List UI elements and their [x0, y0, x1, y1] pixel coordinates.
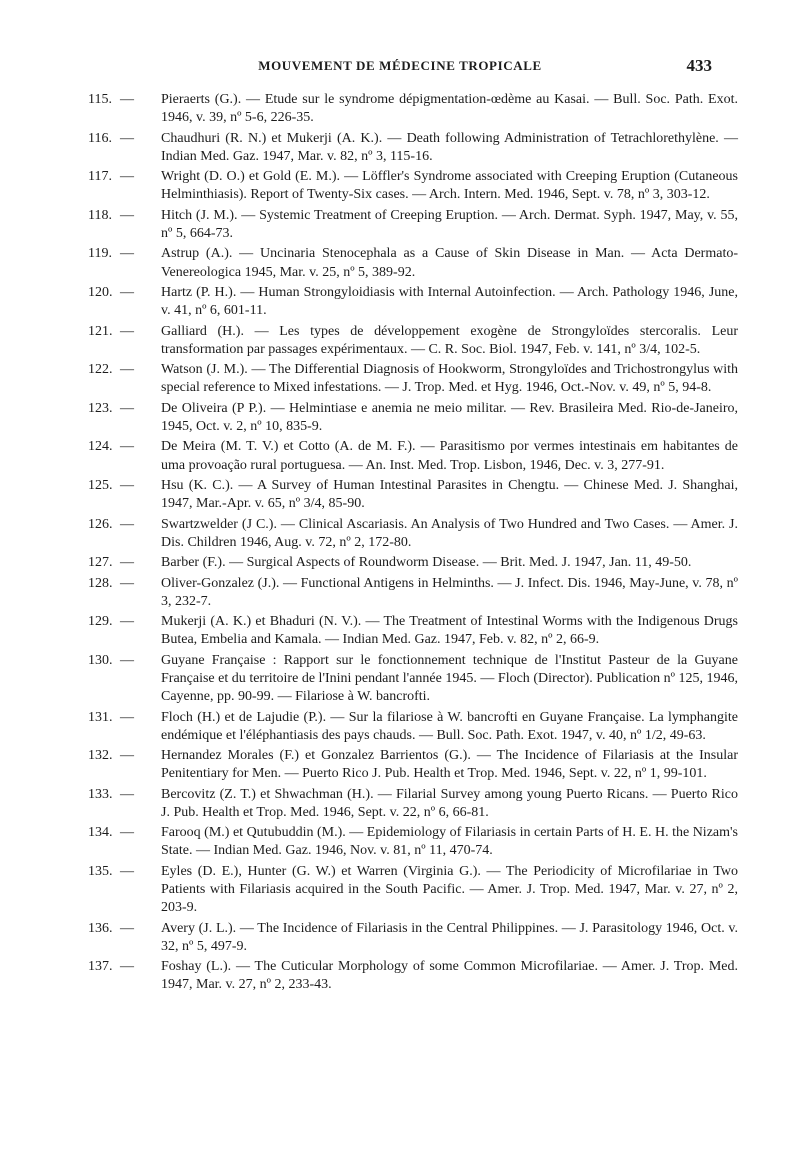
- reference-dash: —: [120, 555, 134, 571]
- reference-entry: [88, 709, 738, 745]
- reference-list: [88, 91, 738, 997]
- reference-number: 127.: [88, 555, 113, 571]
- reference-number: 122.: [88, 362, 113, 378]
- reference-text: Chaudhuri (R. N.) et Mukerji (A. K.). — Death following Administration of Tetrachlorethylène. — Indian Med. Gaz. 1947, Mar. v. 82, nº 3, 115-16.: [161, 130, 738, 164]
- reference-text: Hsu (K. C.). — A Survey of Human Intestinal Parasites in Chengtu. — Chinese Med. J. Shanghai, 1947, Mar.-Apr. v. 65, nº 3/4, 85-90.: [161, 477, 738, 512]
- reference-entry: [88, 575, 738, 611]
- reference-entry: [88, 613, 738, 649]
- reference-number: 135.: [88, 863, 113, 879]
- reference-dash: —: [120, 246, 134, 262]
- reference-text: Floch (H.) et de Lajudie (P.). — Sur la filariose à W. bancrofti en Guyane Française. La lymphangite endémique et l'éléphantiasis des pays chauds. — Bull. Soc. Path. Exot. 1947, v. 40, nº 1/2, 49-63.: [161, 709, 738, 743]
- reference-dash: —: [120, 863, 134, 879]
- reference-entry: [88, 245, 738, 281]
- running-title: MOUVEMENT DE MÉDECINE TROPICALE: [258, 58, 542, 73]
- reference-text: Hernandez Morales (F.) et Gonzalez Barrientos (G.). — The Incidence of Filariasis at the Insular Penitentiary for Men. — Puerto Rico J. Pub. Health et Trop. Med. 1946, Sept. v. 22, nº 1, 99-101.: [161, 748, 738, 782]
- reference-text: De Oliveira (P P.). — Helmintiase e anemia ne meio militar. — Rev. Brasileira Med. Rio-de-Janeiro, 1945, Oct. v. 2, nº 10, 835-9.: [161, 400, 738, 434]
- reference-entry: [88, 91, 738, 127]
- reference-entry: [88, 652, 738, 707]
- reference-dash: —: [120, 169, 134, 185]
- reference-entry: [88, 747, 738, 783]
- reference-text: Barber (F.). — Surgical Aspects of Roundworm Disease. — Brit. Med. J. 1947, Jan. 11, 49-50.: [161, 555, 692, 571]
- reference-text: Wright (D. O.) et Gold (E. M.). — Löffler's Syndrome associated with Creeping Eruption (Cutaneous Helminthiasis). Report of Twenty-Six cases. — Arch. Intern. Med. 1946, Sept. v. 78, nº 3, 303-12.: [161, 169, 738, 203]
- reference-text: Bercovitz (Z. T.) et Shwachman (H.). — Filarial Survey among young Puerto Ricans. — Puerto Rico J. Pub. Health et Trop. Med. 1946, Sept. v. 22, nº 6, 66-81.: [161, 786, 738, 820]
- reference-number: 137.: [88, 959, 113, 975]
- reference-text: Mukerji (A. K.) et Bhaduri (N. V.). — The Treatment of Intestinal Worms with the Indigenous Drugs Butea, Embelia and Kamala. — Indian Med. Gaz. 1947, Feb. v. 82, nº 2, 66-9.: [161, 614, 738, 648]
- reference-dash: —: [120, 920, 134, 936]
- reference-dash: —: [120, 207, 134, 223]
- reference-number: 118.: [88, 207, 112, 223]
- reference-number: 134.: [88, 825, 113, 841]
- reference-number: 117.: [88, 169, 112, 185]
- reference-number: 133.: [88, 786, 113, 802]
- reference-text: Swartzwelder (J C.). — Clinical Ascariasis. An Analysis of Two Hundred and Two Cases. — Amer. J. Dis. Children 1946, Aug. v. 72, nº 2, 172-80.: [161, 516, 738, 550]
- reference-number: 119.: [88, 246, 112, 262]
- reference-dash: —: [120, 959, 134, 975]
- reference-number: 125.: [88, 477, 113, 493]
- reference-text: Avery (J. L.). — The Incidence of Filariasis in the Central Philippines. — J. Parasitology 1946, Oct. v. 32, nº 5, 497-9.: [161, 920, 738, 954]
- reference-entry: [88, 400, 738, 436]
- reference-dash: —: [120, 516, 134, 532]
- reference-text: Foshay (L.). — The Cuticular Morphology of some Common Microfilariae. — Amer. J. Trop. Med. 1947, Mar. v. 27, nº 2, 233-43.: [161, 959, 738, 993]
- reference-number: 129.: [88, 614, 113, 630]
- reference-dash: —: [120, 92, 134, 107]
- reference-dash: —: [120, 614, 134, 630]
- reference-entry: [88, 863, 738, 918]
- reference-entry: [88, 824, 738, 860]
- reference-text: Oliver-Gonzalez (J.). — Functional Antigens in Helminths. — J. Infect. Dis. 1946, May-June, v. 78, nº 3, 232-7.: [161, 575, 738, 609]
- reference-number: 120.: [88, 284, 113, 300]
- reference-text: Eyles (D. E.), Hunter (G. W.) et Warren (Virginia G.). — The Periodicity of Microfilariae in Two Patients with Filariasis acquired in the South Pacific. — Amer. J. Trop. Med. 1947, Mar. v. 27, nº 2, 203-9.: [161, 863, 738, 916]
- reference-text: Pieraerts (G.). — Etude sur le syndrome dépigmentation-œdème au Kasai. — Bull. Soc. Path. Exot. 1946, v. 39, nº 5-6, 226-35.: [161, 92, 738, 126]
- reference-number: 123.: [88, 400, 113, 416]
- reference-number: 121.: [88, 323, 113, 339]
- reference-entry: [88, 477, 738, 513]
- reference-text: Astrup (A.). — Uncinaria Stenocephala as a Cause of Skin Disease in Man. — Acta Dermato-Venereologica 1945, Mar. v. 25, nº 5, 389-92.: [161, 246, 738, 280]
- reference-number: 132.: [88, 748, 113, 764]
- reference-dash: —: [120, 575, 134, 591]
- reference-number: 126.: [88, 516, 113, 532]
- page-number: 433: [686, 56, 712, 75]
- reference-text: De Meira (M. T. V.) et Cotto (A. de M. F.). — Parasitismo por vermes intestinais em habitantes de uma provoação rural portuguesa. — An. Inst. Med. Trop. Lisbon, 1946, Dec. v. 3, 277-91.: [161, 439, 738, 473]
- reference-dash: —: [120, 130, 134, 146]
- reference-text: Hitch (J. M.). — Systemic Treatment of Creeping Eruption. — Arch. Dermat. Syph. 1947, May, v. 55, nº 5, 664-73.: [161, 207, 738, 241]
- reference-number: 115.: [88, 92, 112, 107]
- reference-entry: [88, 130, 738, 166]
- reference-dash: —: [120, 362, 134, 378]
- reference-entry: [88, 284, 738, 320]
- reference-entry: [88, 554, 738, 572]
- reference-entry: [88, 361, 738, 397]
- reference-dash: —: [120, 748, 134, 764]
- reference-entry: [88, 207, 738, 243]
- reference-text: Guyane Française : Rapport sur le fonctionnement technique de l'Institut Pasteur de la Guyane Française et du territoire de l'Inini pendant l'année 1945. — Floch (Director). Publication nº 125, 1946, Cayenne, pp. 90-99. — Filariose à W. bancrofti.: [161, 652, 738, 705]
- reference-number: 130.: [88, 652, 113, 668]
- reference-entry: [88, 920, 738, 956]
- reference-dash: —: [120, 652, 134, 668]
- running-head: [0, 56, 800, 78]
- reference-entry: [88, 323, 738, 359]
- reference-entry: [88, 438, 738, 474]
- reference-number: 131.: [88, 709, 113, 725]
- reference-number: 136.: [88, 920, 113, 936]
- reference-dash: —: [120, 323, 134, 339]
- reference-text: Hartz (P. H.). — Human Strongyloidiasis with Internal Autoinfection. — Arch. Pathology 1946, June, v. 41, nº 6, 601-11.: [161, 284, 738, 319]
- reference-entry: [88, 958, 738, 994]
- reference-dash: —: [120, 439, 134, 455]
- reference-text: Galliard (H.). — Les types de développement exogène de Strongyloïdes stercoralis. Leur transformation par passages expérimentaux. — C. R. Soc. Biol. 1947, Feb. v. 141, nº 3/4, 102-5.: [161, 323, 738, 357]
- reference-entry: [88, 168, 738, 204]
- reference-dash: —: [120, 400, 134, 416]
- reference-dash: —: [120, 284, 134, 300]
- reference-dash: —: [120, 477, 134, 493]
- reference-number: 128.: [88, 575, 113, 591]
- reference-number: 124.: [88, 439, 113, 455]
- reference-entry: [88, 786, 738, 822]
- reference-dash: —: [120, 825, 134, 841]
- reference-text: Watson (J. M.). — The Differential Diagnosis of Hookworm, Strongyloïdes and Trichostrongylus with special reference to Mixed infestations. — J. Trop. Med. et Hyg. 1946, Oct.-Nov. v. 49, nº 5, 94-8.: [161, 362, 738, 396]
- reference-number: 116.: [88, 130, 112, 146]
- reference-entry: [88, 516, 738, 552]
- reference-dash: —: [120, 709, 134, 725]
- reference-text: Farooq (M.) et Qutubuddin (M.). — Epidemiology of Filariasis in certain Parts of H. E. H. the Nizam's State. — Indian Med. Gaz. 1946, Nov. v. 81, nº 11, 470-74.: [161, 825, 738, 859]
- reference-dash: —: [120, 786, 134, 802]
